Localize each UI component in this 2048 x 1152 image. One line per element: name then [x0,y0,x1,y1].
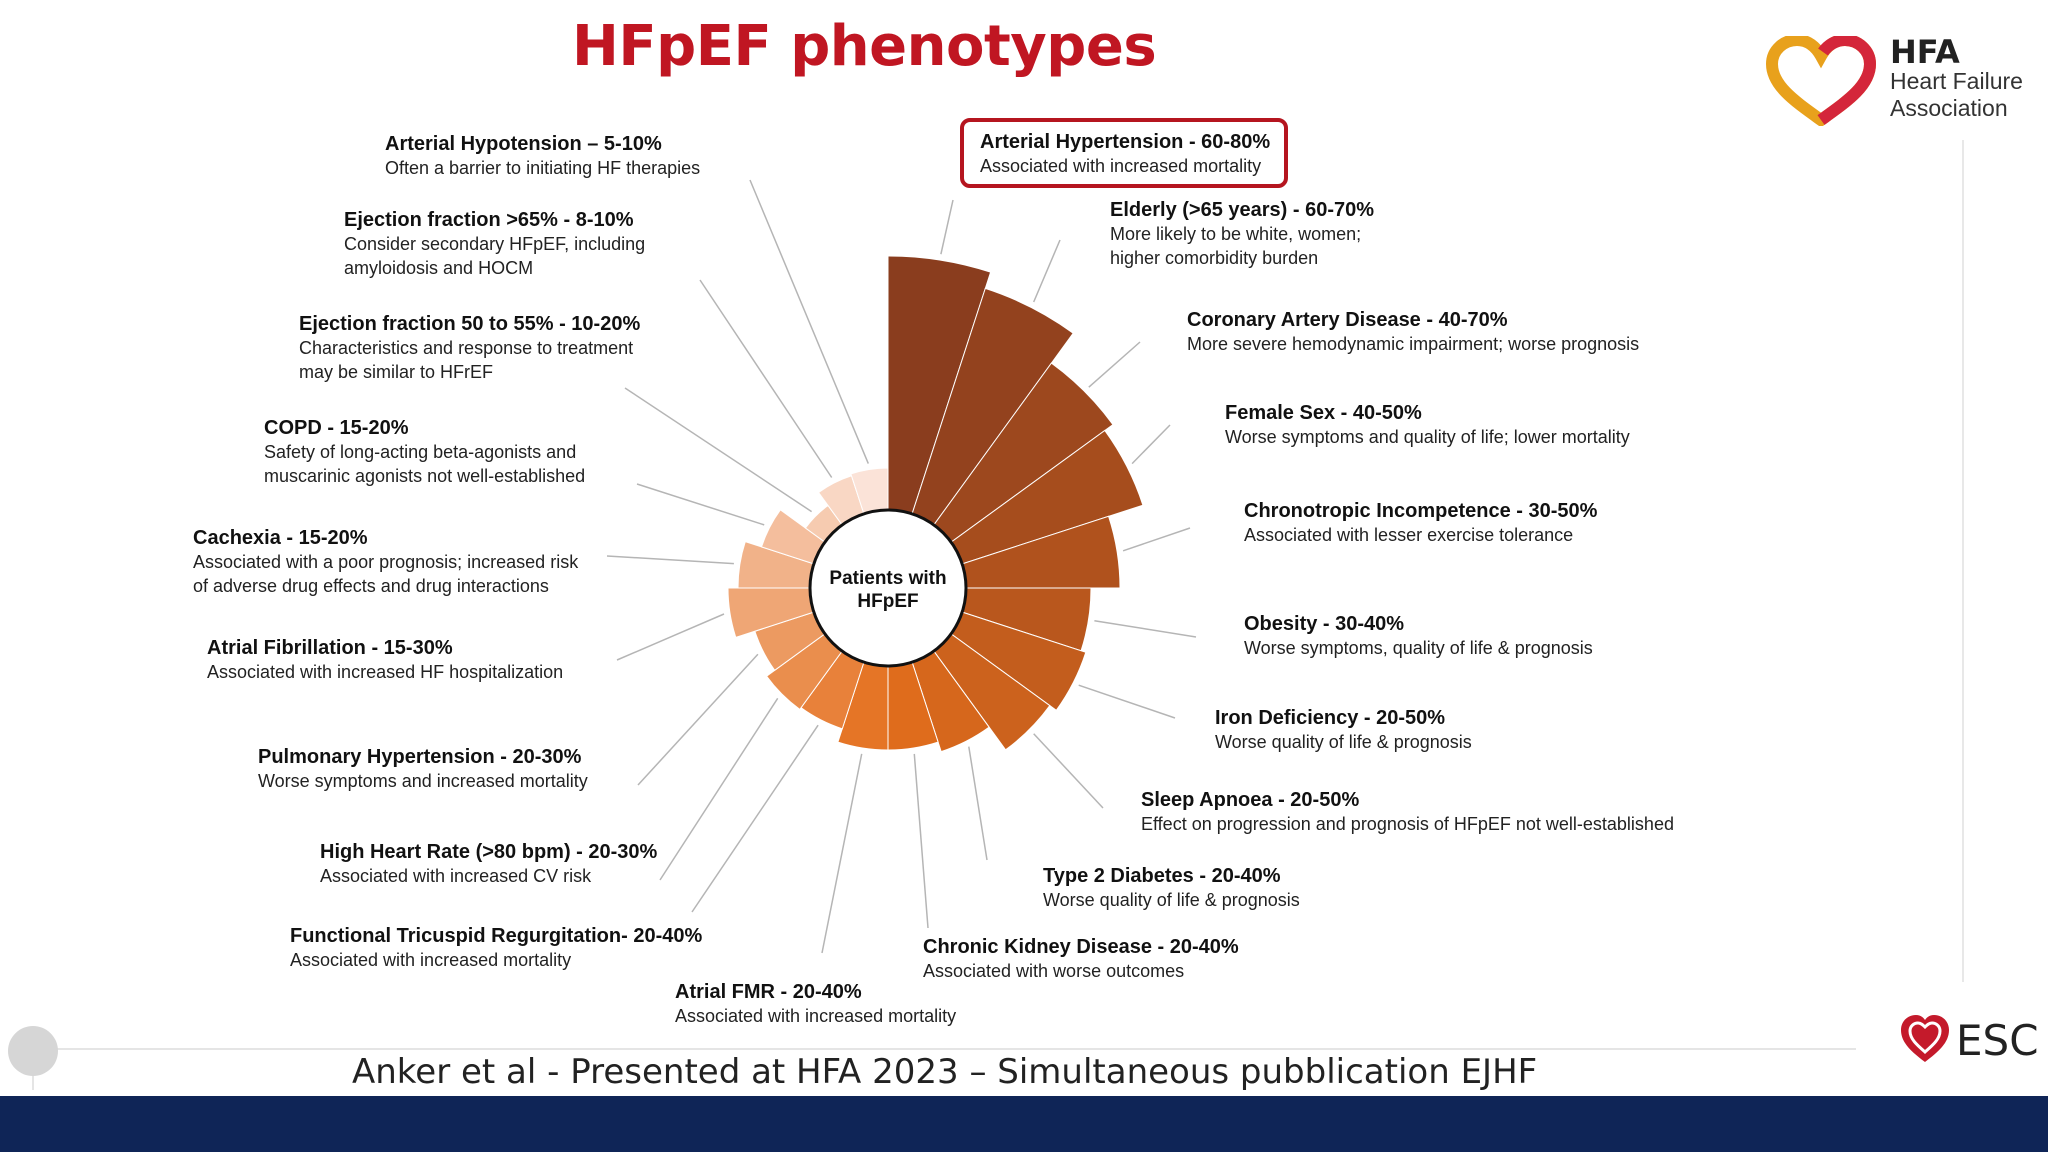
slide-nav-dot[interactable] [8,1026,58,1076]
phenotype-description [1215,730,1472,754]
phenotype-label [1141,788,1674,836]
leader-line-8 [1034,734,1103,808]
leader-line-9 [969,747,987,860]
phenotype-description-line: Worse symptoms and increased mortality [258,771,588,791]
phenotype-description-line: Effect on progression and prognosis of HFpEF not well-established [1141,814,1674,834]
phenotype-label [258,745,588,793]
phenotype-description-line: Worse quality of life & prognosis [1043,890,1300,910]
slide-title: HFpEF phenotypes [572,14,1157,79]
phenotype-description [299,336,640,384]
phenotype-description [980,154,1270,178]
leader-line-16 [607,556,734,564]
phenotype-description-line: amyloidosis and HOCM [344,258,534,278]
phenotype-description-line: may be similar to HFrEF [299,362,494,382]
leader-line-11 [822,754,862,953]
footer-bar [0,1096,2048,1152]
phenotype-description [1244,636,1593,660]
phenotype-label [923,935,1239,983]
phenotype-description [385,156,700,180]
leader-line-13 [660,698,778,880]
phenotype-description [290,948,702,972]
wedges [728,256,1143,752]
phenotype-description-line: Worse symptoms, quality of life & prognosis [1244,638,1593,658]
center-label-line1: Patients with [829,568,947,589]
phenotype-description-line: Associated with increased mortality [290,950,572,970]
leader-line-3 [1089,342,1140,387]
phenotype-description-line: Worse symptoms and quality of life; lower mortality [1225,427,1630,447]
phenotype-description [264,440,585,488]
esc-heart-icon [1898,1012,1952,1066]
phenotype-label [675,980,956,1028]
phenotype-description-line: Associated with a poor prognosis; increased risk [193,552,579,572]
phenotype-title: High Heart Rate (>80 bpm) - 20-30% [320,841,658,863]
phenotype-description [923,959,1239,983]
hfa-name-line1: Heart Failure [1890,68,2023,94]
footer-divider [32,1048,1856,1050]
phenotype-title: Ejection fraction 50 to 55% - 10-20% [299,313,641,335]
hfa-heart-logo [1766,36,1876,126]
phenotype-title: Atrial Fibrillation - 15-30% [207,637,453,659]
phenotype-description-line: Associated with worse outcomes [923,961,1185,981]
phenotype-label [960,118,1288,188]
phenotype-label [385,132,700,180]
phenotype-description-line: Associated with increased HF hospitalization [207,662,564,682]
phenotype-description-line: Associated with increased mortality [675,1006,957,1026]
phenotype-title: Atrial FMR - 20-40% [675,981,862,1003]
phenotype-title: Chronotropic Incompetence - 30-50% [1244,500,1598,522]
phenotype-description-line: Characteristics and response to treatment [299,338,634,358]
phenotype-description [1043,888,1300,912]
phenotype-description-line: Often a barrier to initiating HF therapies [385,158,701,178]
leader-line-12 [692,725,818,912]
phenotype-description [1187,332,1639,356]
phenotype-description [1110,222,1374,270]
phenotype-title: Female Sex - 40-50% [1225,402,1422,424]
phenotype-description-line: Consider secondary HFpEF, including [344,234,646,254]
phenotype-title: Arterial Hypotension – 5-10% [385,133,662,155]
phenotype-description [207,660,563,684]
leader-line-1 [941,200,953,254]
phenotype-description-line: muscarinic agonists not well-established [264,466,586,486]
phenotype-description [320,864,657,888]
phenotype-title: Type 2 Diabetes - 20-40% [1043,865,1281,887]
phenotype-label [299,312,640,384]
phenotype-title: Sleep Apnoea - 20-50% [1141,789,1360,811]
phenotype-description [193,550,578,598]
phenotype-description [1225,425,1630,449]
leader-line-2 [1034,240,1060,302]
phenotype-title: Functional Tricuspid Regurgitation- 20-40% [290,925,703,947]
phenotype-label [320,840,657,888]
phenotype-description-line: Associated with increased mortality [980,156,1262,176]
phenotype-title: COPD - 15-20% [264,417,409,439]
phenotype-title: Elderly (>65 years) - 60-70% [1110,199,1375,221]
phenotype-title: Chronic Kidney Disease - 20-40% [923,936,1239,958]
phenotype-label [1244,499,1597,547]
phenotype-description [344,232,645,280]
phenotype-title: Obesity - 30-40% [1244,613,1405,635]
hfa-name-line2: Association [1890,95,2008,121]
phenotype-description [675,1004,956,1028]
phenotype-title: Iron Deficiency - 20-50% [1215,707,1446,729]
phenotype-title: Pulmonary Hypertension - 20-30% [258,746,582,768]
phenotype-description-line: Safety of long-acting beta-agonists and [264,442,577,462]
leader-line-17 [637,484,764,525]
leader-line-10 [914,754,928,928]
phenotype-title: Arterial Hypertension - 60-80% [980,131,1271,153]
phenotype-label [1244,612,1593,660]
esc-logo-text: ESC [1956,1016,2039,1065]
leader-line-20 [750,180,868,464]
hfa-abbr: HFA [1890,33,1960,71]
phenotype-description [1141,812,1674,836]
phenotype-title: Ejection fraction >65% - 8-10% [344,209,634,231]
phenotype-label [290,924,702,972]
phenotype-description-line: More likely to be white, women; [1110,224,1362,244]
leader-line-14 [638,654,758,785]
phenotype-description-line: of adverse drug effects and drug interactions [193,576,549,596]
phenotype-label [1187,308,1639,356]
phenotype-label [264,416,585,488]
phenotype-label [344,208,645,280]
right-divider [1962,140,1964,982]
hfa-logo-text [1890,33,2023,122]
phenotype-label [207,636,563,684]
phenotype-label [1110,198,1374,270]
leader-line-4 [1132,425,1170,464]
leader-line-7 [1079,685,1175,718]
phenotype-description [1244,523,1597,547]
leader-line-6 [1094,621,1196,637]
leader-line-19 [700,280,832,478]
phenotype-description-line: higher comorbidity burden [1110,248,1319,268]
phenotype-description [258,769,588,793]
leader-line-5 [1123,528,1190,551]
phenotype-label [193,526,578,598]
phenotype-description-line: Associated with lesser exercise tolerance [1244,525,1574,545]
phenotype-description-line: Associated with increased CV risk [320,866,592,886]
center-label-line2: HFpEF [857,591,919,612]
phenotype-description-line: More severe hemodynamic impairment; worse prognosis [1187,334,1640,354]
phenotype-title: Coronary Artery Disease - 40-70% [1187,309,1508,331]
phenotype-label [1043,864,1300,912]
leader-line-15 [617,614,724,660]
citation-text: Anker et al - Presented at HFA 2023 – Simultaneous pubblication EJHF [352,1052,1538,1092]
phenotype-description-line: Worse quality of life & prognosis [1215,732,1472,752]
phenotype-title: Cachexia - 15-20% [193,527,368,549]
phenotype-label [1225,401,1630,449]
phenotype-label [1215,706,1472,754]
